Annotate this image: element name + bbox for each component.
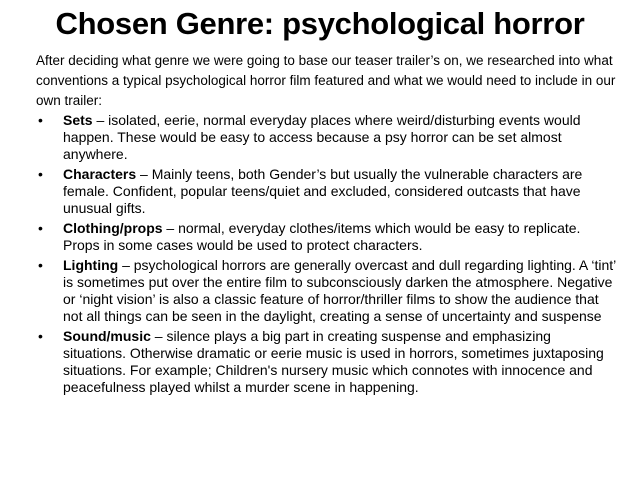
- bullet-term: Sets: [63, 112, 93, 128]
- bullet-text: – Mainly teens, both Gender’s but usually the vulnerable characters are female. Confident, popular teens/quiet and excluded, considered outcasts that have unusual gifts.: [63, 166, 583, 216]
- bullet-icon: •: [38, 257, 43, 273]
- bullet-item-sets: [36, 112, 616, 163]
- slide-title: Chosen Genre: psychological horror: [55, 6, 585, 41]
- bullet-text: – psychological horrors are generally overcast and dull regarding lighting. A ‘tint’ is sometimes put over the entire film to subconsciously darken the atmosphere. Negative or ‘night vision’ is also a classic feature of horror/thriller films to show the audience that not all things can be seen in the daylight, creating a sense of uncertainty and suspense: [63, 257, 616, 324]
- bullet-list: [36, 112, 616, 399]
- bullet-item-clothing-props: [36, 220, 616, 254]
- bullet-term: Sound/music: [63, 328, 151, 344]
- bullet-text: – silence plays a big part in creating suspense and emphasizing situations. Otherwise dramatic or eerie music is used in horrors, sometimes juxtaposing situations. For example; Children's nursery music which connotes with innocence and peacefulness played whilst a murder scene in happening.: [63, 328, 604, 395]
- bullet-term: Lighting: [63, 257, 119, 273]
- bullet-text: – isolated, eerie, normal everyday places where weird/disturbing events would happen. These would be easy to access because a psy horror can be set almost anywhere.: [63, 112, 581, 162]
- bullet-item-lighting: [36, 257, 616, 325]
- bullet-icon: •: [38, 220, 43, 236]
- bullet-term: Characters: [63, 166, 137, 182]
- intro-paragraph: After deciding what genre we were going to base our teaser trailer’s on, we researched into what conventions a typical psychological horror film featured and what we would need to include in our own trailer:: [36, 53, 616, 108]
- bullet-icon: •: [38, 328, 43, 344]
- bullet-icon: •: [38, 112, 43, 128]
- bullet-item-characters: [36, 166, 616, 217]
- bullet-icon: •: [38, 166, 43, 182]
- bullet-term: Clothing/props: [63, 220, 163, 236]
- bullet-text: – normal, everyday clothes/items which would be easy to replicate. Props in some cases would be used to protect characters.: [63, 220, 581, 253]
- bullet-item-sound-music: [36, 328, 616, 396]
